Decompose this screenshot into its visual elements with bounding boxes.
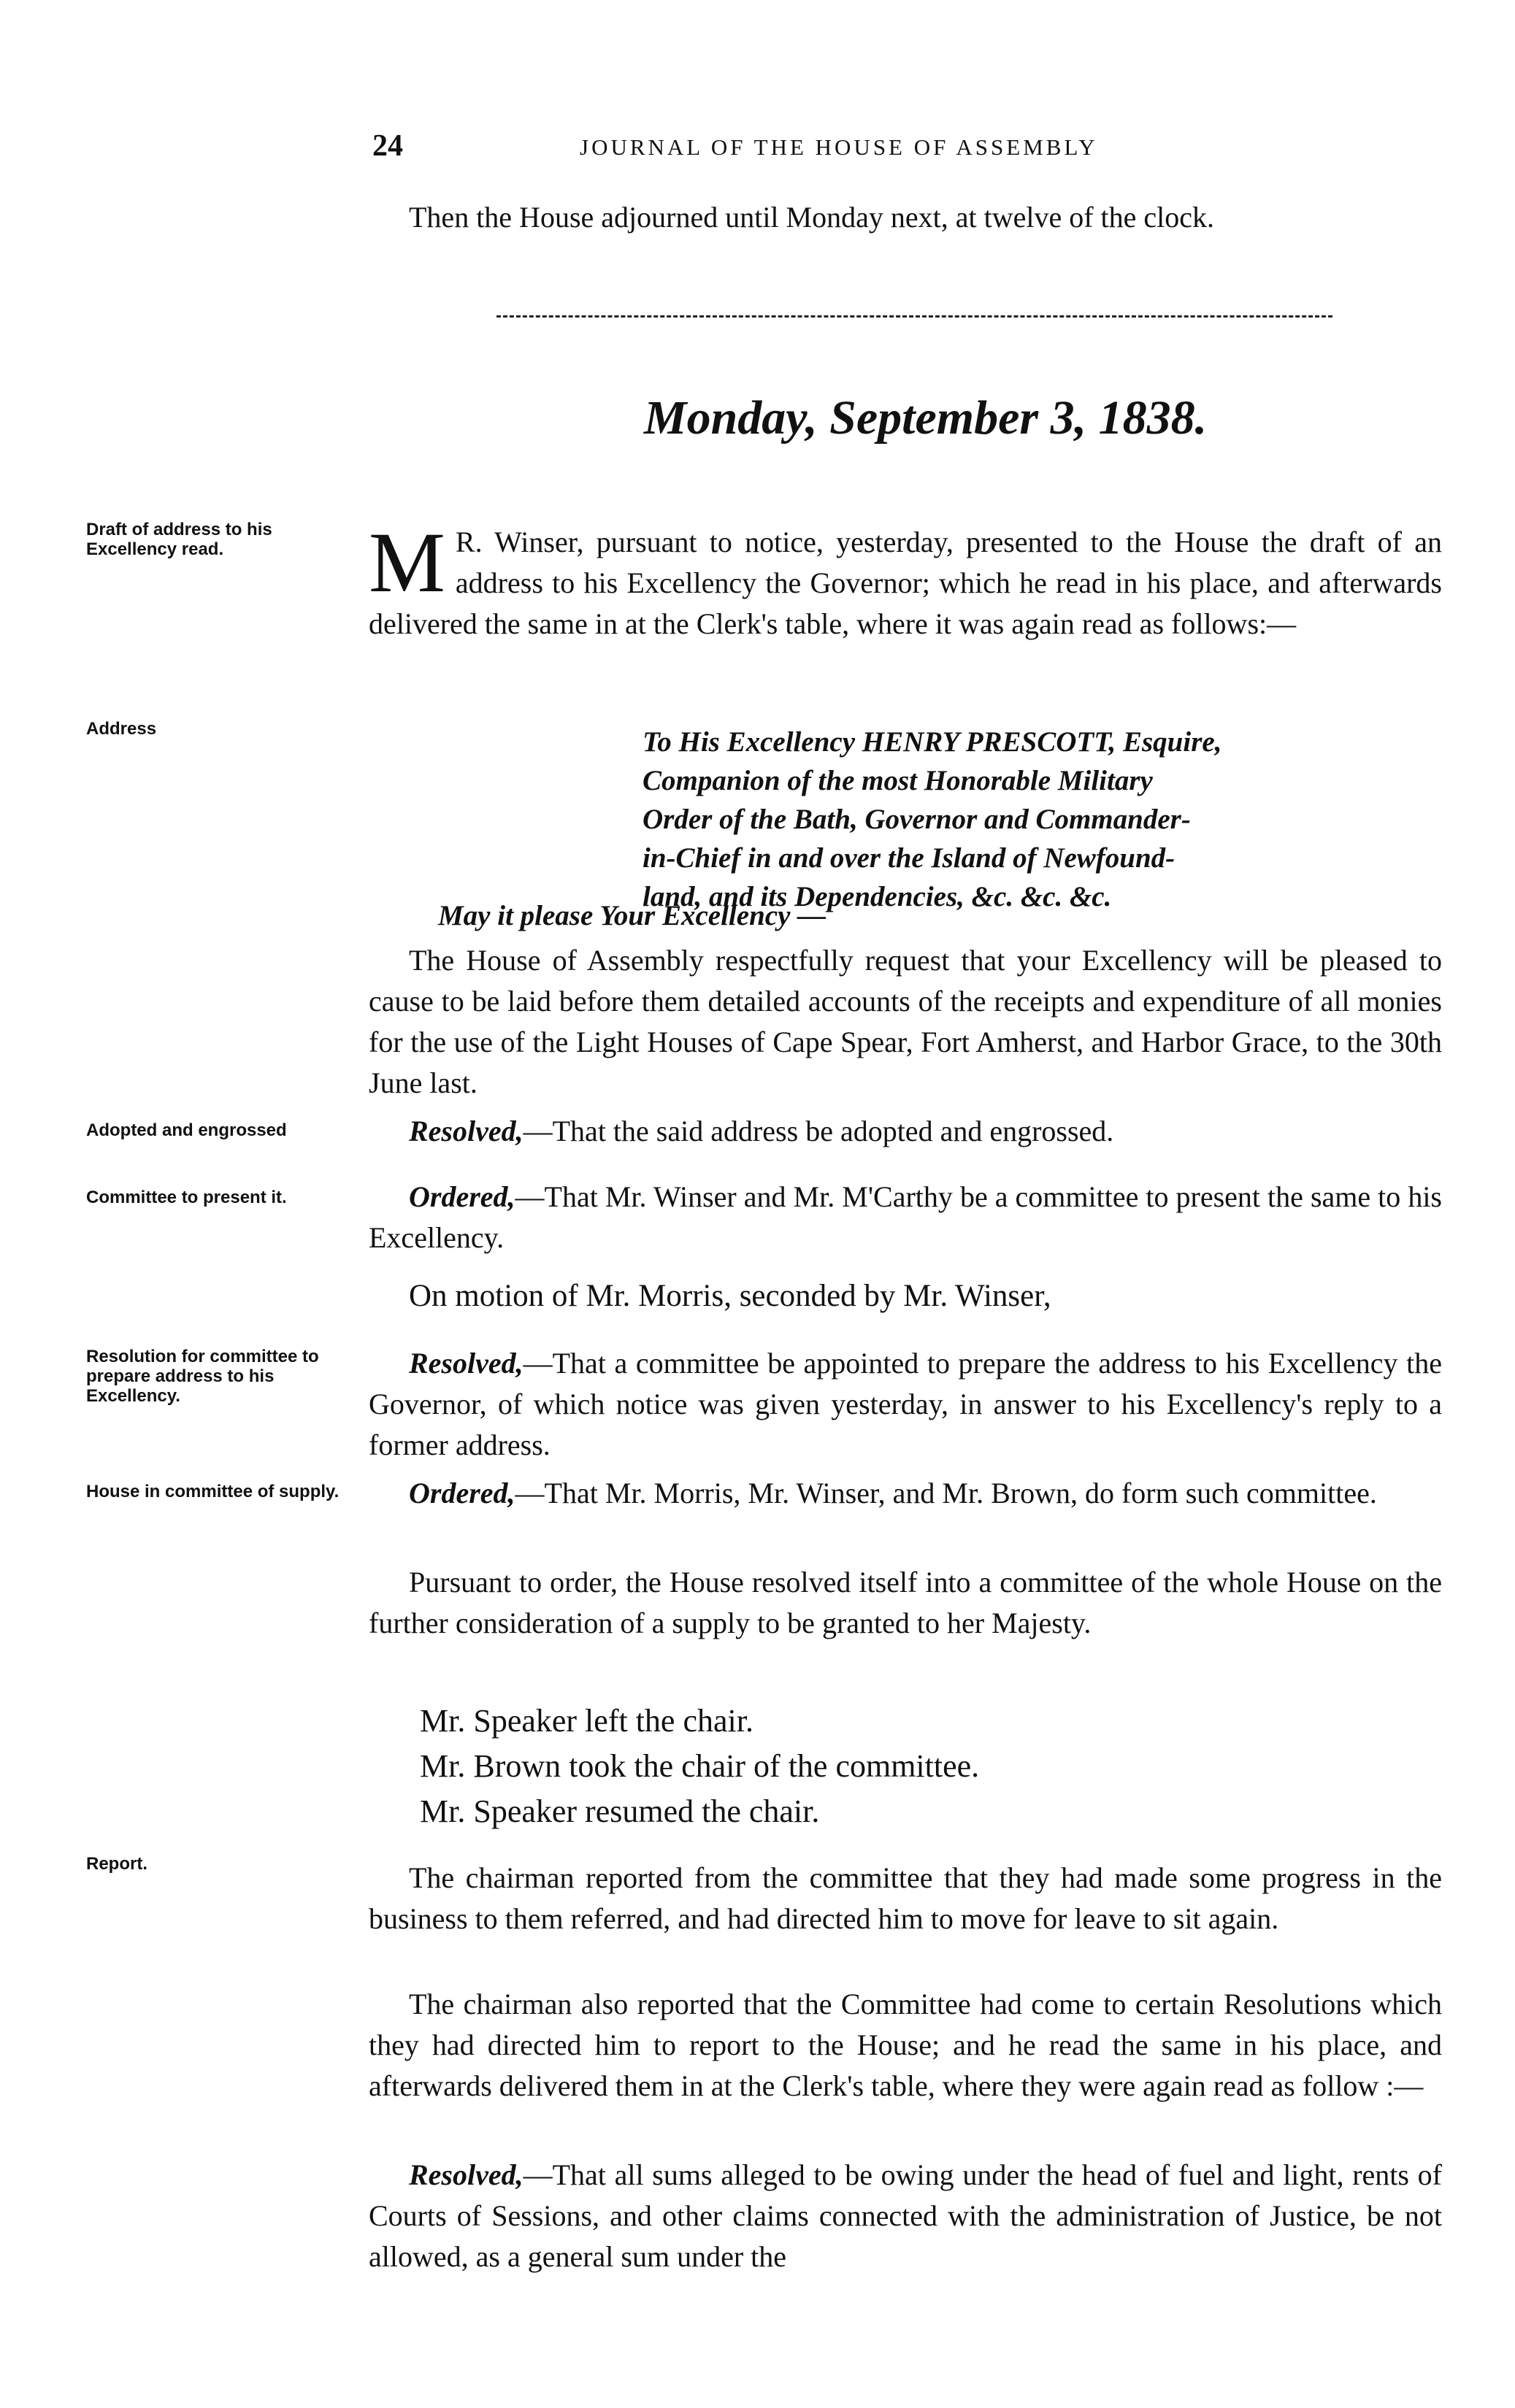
pursuant-paragraph: Pursuant to order, the House resolved itself into a committee of the whole House on the further consideration of a supply to be granted to her Majesty. xyxy=(369,1566,1442,1639)
address-line-2: Companion of the most Honorable Military xyxy=(643,765,1153,796)
motion-line: On motion of Mr. Morris, seconded by Mr. Winser, xyxy=(409,1279,1051,1313)
margin-note-house-committee: House in committee of supply. xyxy=(86,1482,340,1501)
opening-paragraph xyxy=(369,515,1442,645)
chair-line-1: Mr. Speaker left the chair. xyxy=(420,1703,753,1739)
address-block xyxy=(643,723,1442,916)
margin-note-committee-present: Committee to present it. xyxy=(86,1188,287,1207)
address-body: The House of Assembly respectfully request that your Excellency will be pleased to cause to be laid before them detailed accounts of the receipts and expenditure of all monies for the use of the Light Houses of Cape Spear, Fort Amherst, and Harbor Grace, to the 30th June last. xyxy=(369,944,1442,1099)
ordered-label: Ordered, xyxy=(409,1477,515,1509)
chair-line-2: Mr. Brown took the chair of the committee. xyxy=(420,1748,980,1784)
report-paragraph-2: The chairman also reported that the Committee had come to certain Resolutions which they had directed him to report to the House; and he read the same in his place, and afterwards delivered them in at the Clerk's table, where they were again read as follow :— xyxy=(369,1988,1442,2102)
address-line-1: To His Excellency HENRY PRESCOTT, Esquire, xyxy=(643,726,1222,758)
resolved-committee xyxy=(369,1343,1442,1466)
margin-note-report: Report. xyxy=(86,1854,147,1874)
resolved-label: Resolved, xyxy=(409,1347,523,1380)
resolved-label: Resolved, xyxy=(409,2158,523,2191)
ordered-text: —That Mr. Morris, Mr. Winser, and Mr. Brown, do form such committee. xyxy=(515,1477,1377,1509)
resolved-text: —That the said address be adopted and engrossed. xyxy=(523,1115,1114,1147)
resolved-text: —That a committee be appointed to prepare the address to his Excellency the Governor, of which notice was given yesterday, in answer to his Excellency's reply to a former address. xyxy=(369,1347,1442,1461)
page-number: 24 xyxy=(372,129,403,163)
running-title: JOURNAL OF THE HOUSE OF ASSEMBLY xyxy=(580,134,1098,160)
adjournment-line: Then the House adjourned until Monday next, at twelve of the clock. xyxy=(409,201,1215,234)
drop-cap: M xyxy=(369,515,445,610)
ordered-label: Ordered, xyxy=(409,1180,515,1213)
margin-note-draft: Draft of address to his Excellency read. xyxy=(86,520,272,559)
margin-note-resolution: Resolution for committee to prepare address to his Excellency. xyxy=(86,1347,319,1406)
ordered-committee xyxy=(369,1177,1442,1258)
page-header xyxy=(372,128,1442,165)
margin-note-adopted: Adopted and engrossed xyxy=(86,1120,287,1140)
resolved-text: —That all sums alleged to be owing under the head of fuel and light, rents of Courts of Sessions, and other claims connected with the administration of Justice, be not allowed, as a general sum under the xyxy=(369,2158,1442,2273)
ordered-text: —That Mr. Winser and Mr. M'Carthy be a committee to present the same to his Excellency. xyxy=(369,1180,1442,1254)
ordered-members xyxy=(369,1473,1442,1514)
resolved-adopted xyxy=(369,1111,1442,1152)
address-line-3: Order of the Bath, Governor and Commander- xyxy=(643,804,1191,835)
report-paragraph-1: The chairman reported from the committee that they had made some progress in the business to them referred, and had directed him to move for leave to sit again. xyxy=(369,1861,1442,1935)
address-line-4: in-Chief in and over the Island of Newfound- xyxy=(643,842,1175,874)
resolved-label: Resolved, xyxy=(409,1115,523,1147)
address-line-5: land, and its Dependencies, &c. &c. &c. xyxy=(643,881,1112,912)
salutation: May it please Your Excellency — xyxy=(438,900,826,931)
date-heading: Monday, September 3, 1838. xyxy=(643,391,1208,445)
chair-line-3: Mr. Speaker resumed the chair. xyxy=(420,1793,820,1829)
margin-note-address: Address xyxy=(86,719,157,739)
section-divider xyxy=(496,315,1332,318)
resolved-fuel-light xyxy=(369,2155,1442,2277)
opening-text: R. Winser, pursuant to notice, yesterday, presented to the House the draft of an address to his Excellency the Governor; which he read in his place, and afterwards delivered the same in at the Clerk's table, where it was again read as follows:— xyxy=(369,526,1442,640)
